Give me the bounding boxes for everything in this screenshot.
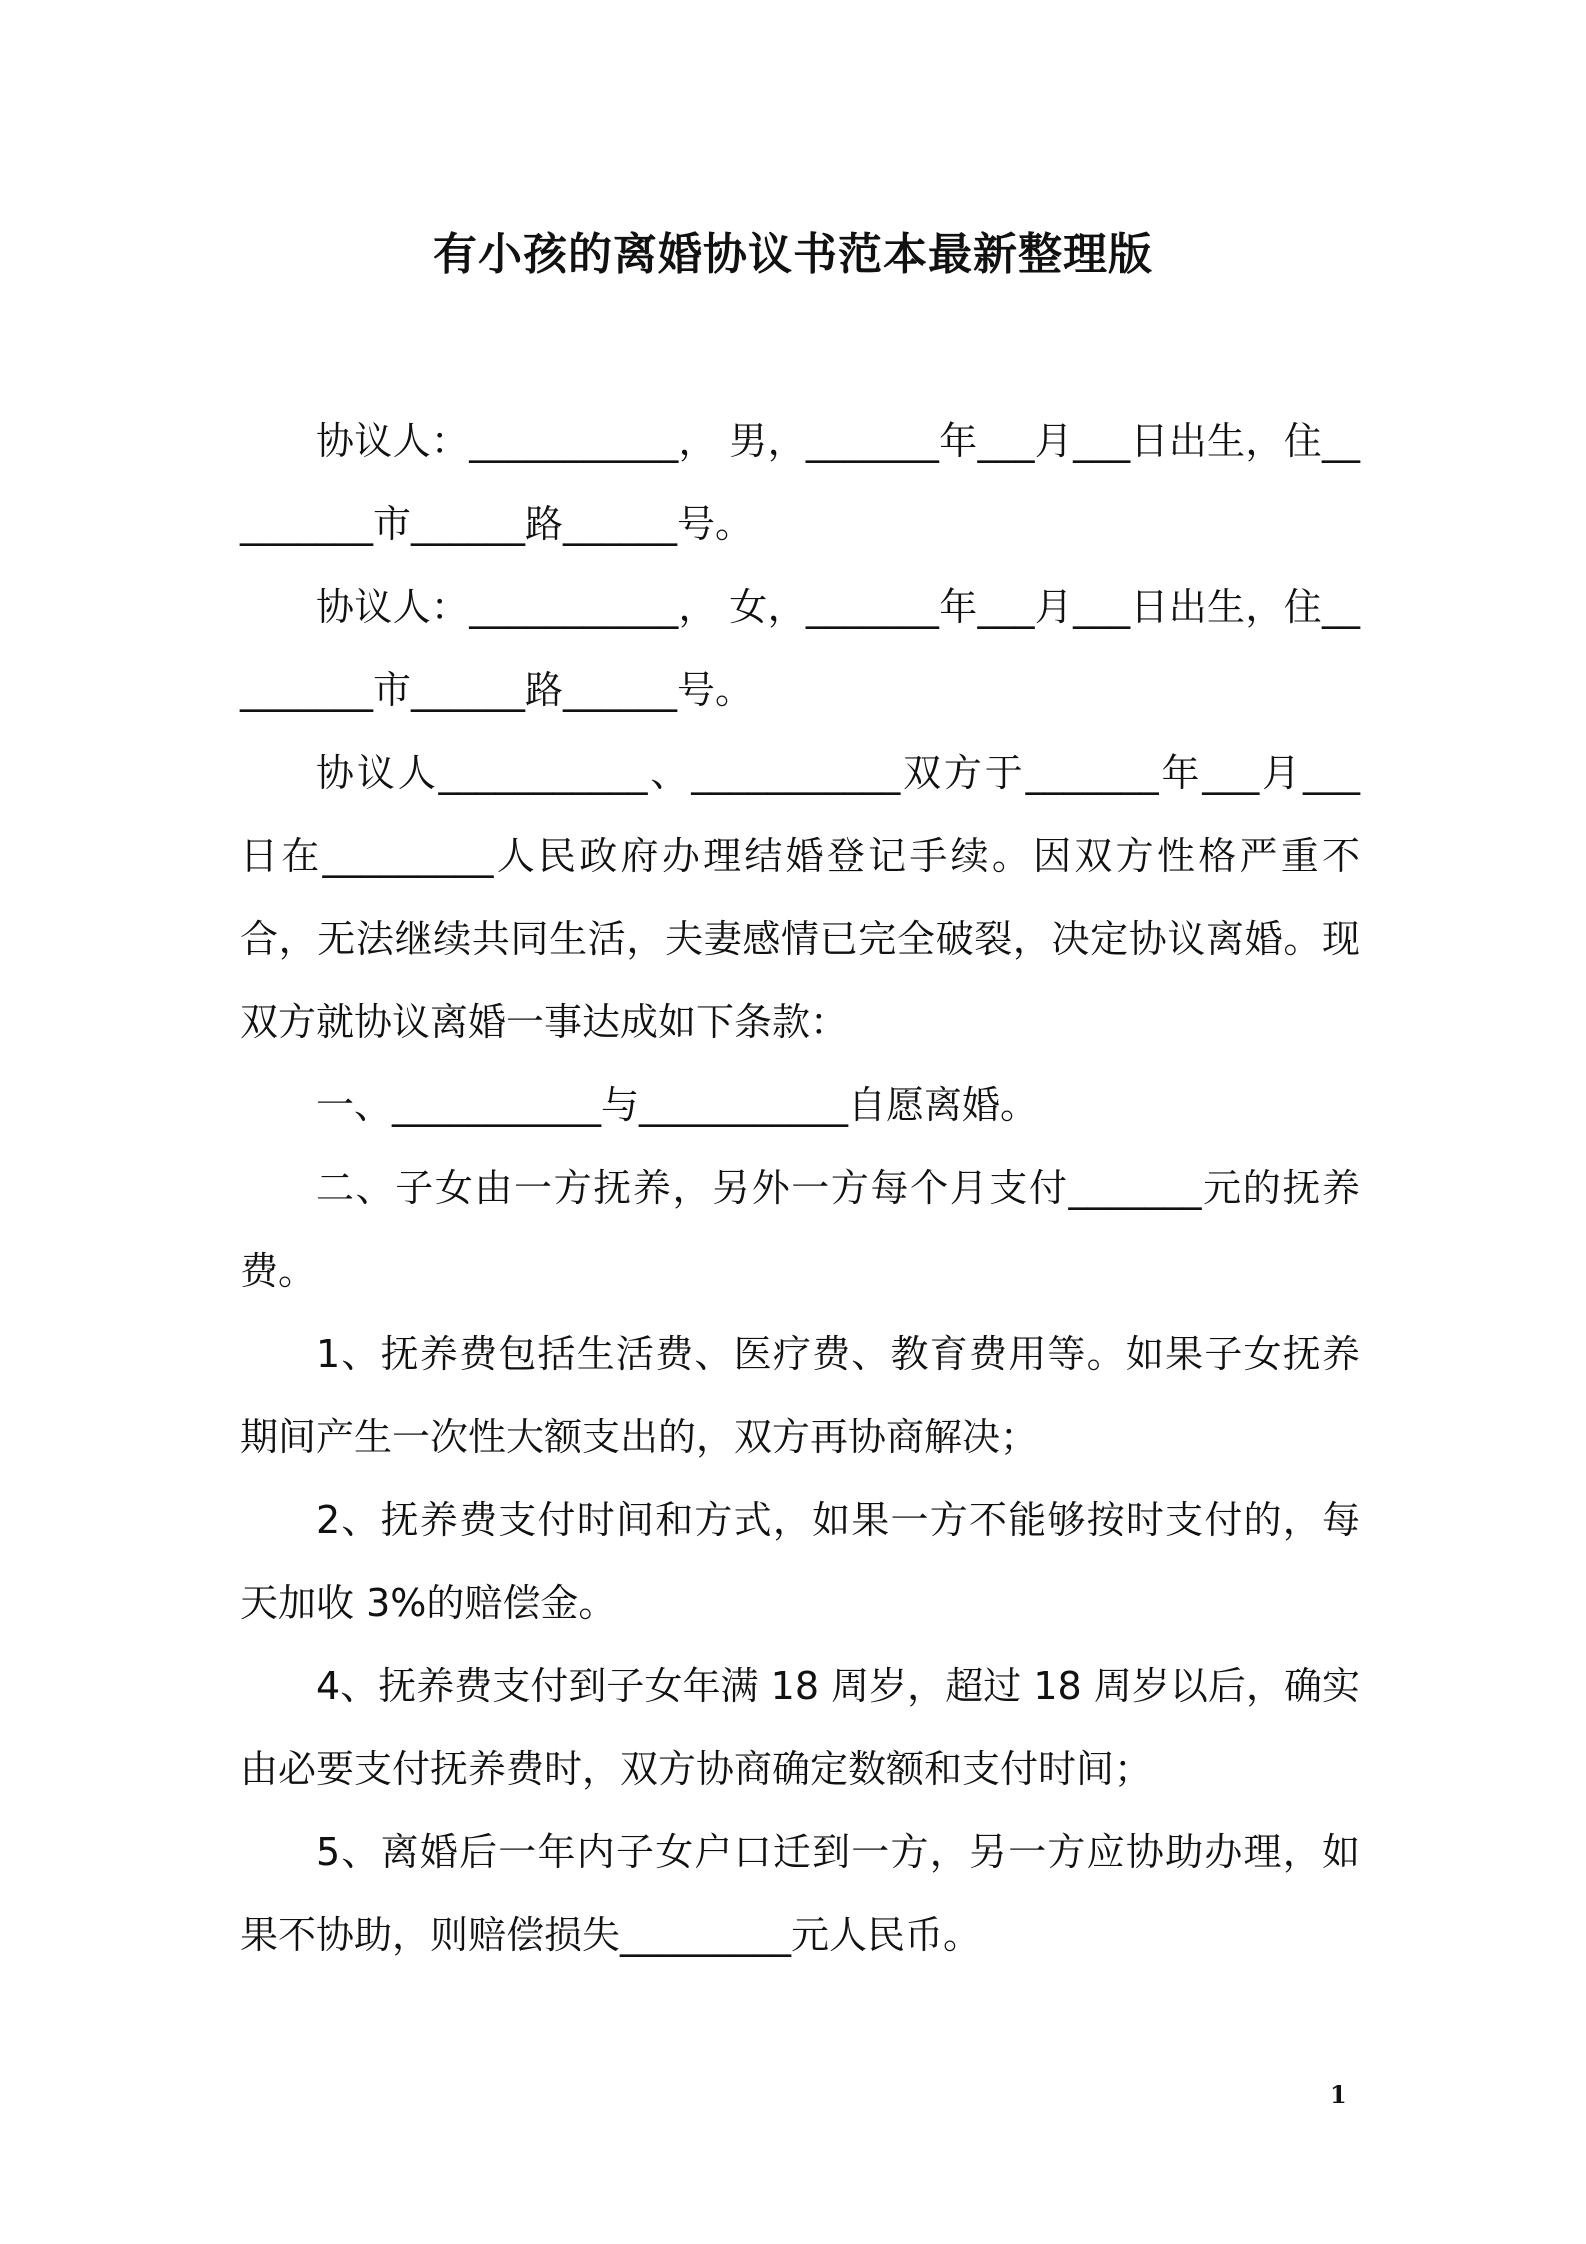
item-5-household-registration: 5、离婚后一年内子女户口迁到一方，另一方应协助办理，如果不协助，则赔偿损失_________元人民币。 bbox=[240, 1830, 1360, 1957]
marriage-registration-paragraph: 协议人___________、___________双方于_______年___月___日在_________人民政府办理结婚登记手续。因双方性格严重不合，无法继续共同生活，夫妻感情已完全破裂，决定协议离婚。现双方就协议离婚一事达成如下条款： bbox=[240, 751, 1360, 1044]
page-number: 1 bbox=[1330, 2080, 1347, 2109]
document-title: 有小孩的离婚协议书范本最新整理版 bbox=[433, 229, 1153, 280]
clause-1-voluntary-divorce: 一、___________与___________自愿离婚。 bbox=[316, 1083, 1039, 1127]
party-female-paragraph: 协议人：___________， 女，_______年___月___日出生，住_________市______路______号。 bbox=[240, 585, 1360, 712]
item-4-support-duration: 4、抚养费支付到子女年满 18 周岁，超过 18 周岁以后，确实由必要支付抚养费时，双方协商确定数额和支付时间； bbox=[240, 1664, 1360, 1791]
item-2-payment-terms: 2、抚养费支付时间和方式，如果一方不能够按时支付的，每天加收 3%的赔偿金。 bbox=[240, 1498, 1360, 1625]
clause-2-child-custody: 二、子女由一方抚养，另外一方每个月支付_______元的抚养费。 bbox=[240, 1166, 1360, 1293]
document-body bbox=[240, 400, 1360, 1977]
party-male-paragraph: 协议人：___________， 男，_______年___月___日出生，住_________市______路______号。 bbox=[240, 419, 1360, 546]
item-1-support-scope: 1、抚养费包括生活费、医疗费、教育费用等。如果子女抚养期间产生一次性大额支出的，双方再协商解决； bbox=[240, 1332, 1360, 1459]
